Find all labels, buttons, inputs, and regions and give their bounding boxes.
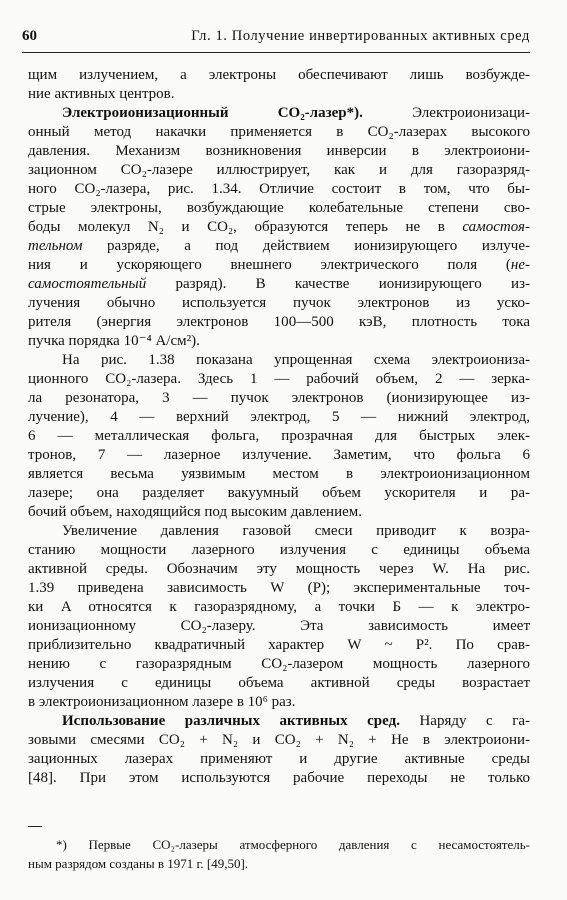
text-line-content: зовыми смесями CO₂ + N₂ и CO₂ + N₂ + Не в электроиони- <box>28 732 530 748</box>
italic-term: самостоятельный <box>28 276 147 292</box>
text-line <box>28 256 530 275</box>
text-line: Увеличение давления газовой смеси приводит к возра- <box>62 523 530 539</box>
text-fragment: Электроионизаци- <box>362 105 530 121</box>
section-heading-line <box>62 712 530 731</box>
text-line: ционного CO₂-лазера. Здесь 1 — рабочий объем, 2 — зерка- <box>28 371 530 387</box>
text-line: 1.39 приведена зависимость W (P); экспериментальные точ- <box>28 580 530 596</box>
header-rule <box>22 52 530 53</box>
text-line <box>28 750 530 769</box>
text-line <box>28 275 530 294</box>
text-line <box>28 237 530 256</box>
text-line <box>28 731 530 750</box>
running-title: Гл. 1. Получение инвертированных активных сред <box>191 28 530 44</box>
italic-term: самостоя- <box>462 219 530 235</box>
text-line <box>28 769 530 788</box>
text-fragment: Наряду с га- <box>399 713 531 729</box>
text-line: рителя (энергия электронов 100—500 кэВ, плотность тока <box>28 314 530 330</box>
section-heading-line <box>62 104 530 123</box>
text-line: лучение), 4 — верхний электрод, 5 — нижний электрод, <box>28 409 530 425</box>
section-heading: Использование различных активных сред. <box>62 713 400 729</box>
text-line: приблизительно квадратичный характер W ~ P². По срав- <box>28 637 530 653</box>
text-line: 6 — металлическая фольга, прозрачная для быстрых элек- <box>28 428 530 444</box>
text-line: лазере; она разделяет вакуумный объем ускорителя и ра- <box>28 485 530 501</box>
text-line: излучения с единицы объема активной среды возрастает <box>28 675 530 691</box>
text-line: зационном CO₂-лазере иллюстрирует, как и для газоразряд- <box>28 162 530 178</box>
text-line-content: [48]. При этом используются рабочие переходы не только <box>28 770 530 786</box>
text-line: давления. Механизм возникновения инверсии в электроиони- <box>28 143 530 159</box>
text-line: На рис. 1.38 показана упрощенная схема электроиониза- <box>62 352 530 368</box>
text-line: лучения обычно используется пучок электронов из уско- <box>28 295 530 311</box>
text-fragment: боды молекул N₂ и CO₂, образуются теперь не в <box>28 219 463 235</box>
text-line: ки A относятся к газоразрядному, а точки Б — к электро- <box>28 599 530 615</box>
italic-term: не- <box>510 257 530 273</box>
italic-term: тельном <box>28 238 83 254</box>
section-heading: Электроионизационный CO₂-лазер*). <box>62 105 363 121</box>
text-line: ла резонатора, 3 — пучок электронов (ионизирующее из- <box>28 390 530 406</box>
text-line: онный метод накачки применяется в CO₂-лазерах высокого <box>28 124 530 140</box>
text-line-content: зационных лазерах применяют и другие активные среды <box>28 751 530 767</box>
text-line: в электроионизационном лазере в 10⁶ раз. <box>28 694 296 710</box>
text-fragment: ния и ускоряющего внешнего электрического поля ( <box>28 257 511 273</box>
text-line: нению с газоразрядным CO₂-лазером мощность лазерного <box>28 656 530 672</box>
text-line: ионизационному CO₂-лазеру. Эта зависимость имеет <box>28 618 530 634</box>
footnote-line: ным разрядом созданы в 1971 г. [49,50]. <box>28 856 249 871</box>
text-line <box>28 218 530 237</box>
text-line: щим излучением, а электроны обеспечивают лишь возбужде- <box>28 67 530 83</box>
text-line: тронов, 7 — лазерное излучение. Заметим, что фольга 6 <box>28 447 530 463</box>
text-line: пучка порядка 10⁻⁴ А/см²). <box>28 333 200 349</box>
text-line: бочий объем, находящийся под высоким давлением. <box>28 504 363 520</box>
text-line: ного CO₂-лазера, рис. 1.34. Отличие состоит в том, что бы- <box>28 181 530 197</box>
text-line: стрые электроны, возбуждающие колебательные степени сво- <box>28 200 530 216</box>
text-line: ние активных центров. <box>28 86 175 102</box>
text-fragment: разряд). В качестве ионизирующего из- <box>146 276 530 292</box>
text-line: является весьма уязвимым местом в электроионизационном <box>28 466 530 482</box>
footnote-line: *) Первые CO₂-лазеры атмосферного давления с несамостоятель- <box>56 837 530 852</box>
text-fragment: разряде, а под действием ионизирующего излуче- <box>82 238 530 254</box>
text-line: активной среды. Обозначим эту мощность через W. На рис. <box>28 561 530 577</box>
footnote-rule <box>28 826 42 827</box>
page-header <box>22 28 530 50</box>
page-number: 60 <box>22 28 37 44</box>
text-line: станию мощности лазерного излучения с единицы объема <box>28 542 530 558</box>
